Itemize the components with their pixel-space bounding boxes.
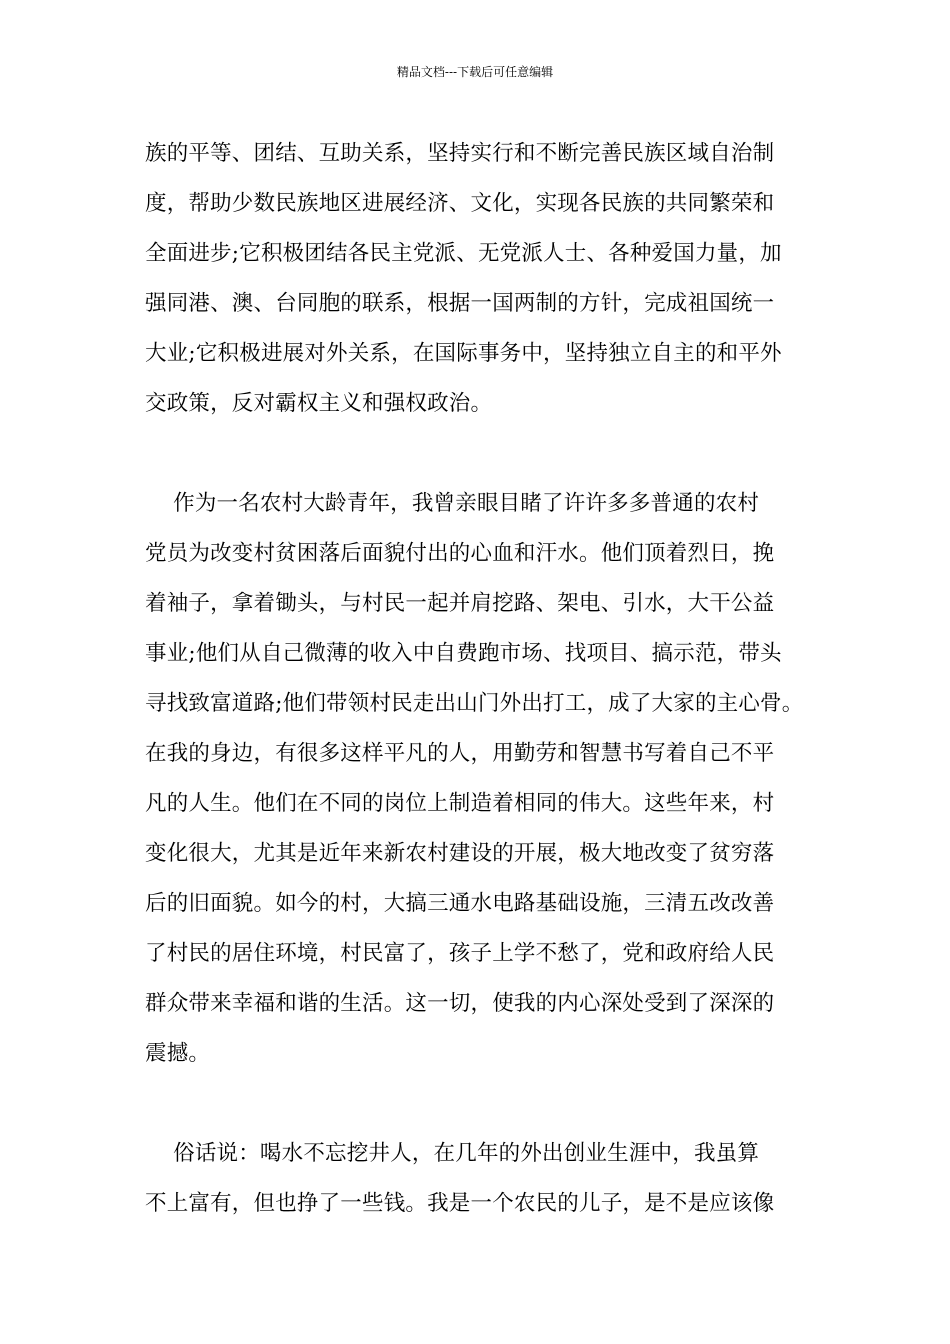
text-line: 在我的身边，有很多这样平凡的人，用勤劳和智慧书写着自己不平 — [145, 741, 775, 766]
paragraph — [145, 129, 835, 429]
text-line: 全面进步;它积极团结各民主党派、无党派人士、各种爱国力量，加 — [145, 241, 782, 266]
paragraph — [145, 1129, 835, 1229]
text-line: 族的平等、团结、互助关系，坚持实行和不断完善民族区域自治制 — [145, 141, 775, 166]
text-line: 俗话说：喝水不忘挖井人，在几年的外出创业生涯中，我虽算 — [145, 1141, 760, 1166]
text-line: 事业;他们从自己微薄的收入中自费跑市场、找项目、搞示范，带头 — [145, 641, 782, 666]
text-line: 强同港、澳、台同胞的联系，根据一国两制的方针，完成祖国统一 — [145, 291, 775, 316]
text-line: 后的旧面貌。如今的村，大搞三通水电路基础设施，三清五改改善 — [145, 891, 775, 916]
text-line: 寻找致富道路;他们带领村民走出山门外出打工，成了大家的主心骨。 — [145, 691, 804, 716]
paragraph-spacer — [145, 429, 835, 479]
text-line: 大业;它积极进展对外关系，在国际事务中，坚持独立自主的和平外 — [145, 341, 782, 366]
text-line: 交政策，反对霸权主义和强权政治。 — [145, 391, 493, 416]
page-header: 精品文档---下载后可任意编辑 — [396, 65, 554, 79]
paragraph — [145, 479, 835, 1079]
text-line: 度，帮助少数民族地区进展经济、文化，实现各民族的共同繁荣和 — [145, 191, 775, 216]
text-line: 不上富有，但也挣了一些钱。我是一个农民的儿子，是不是应该像 — [145, 1191, 775, 1216]
text-line: 变化很大，尤其是近年来新农村建设的开展，极大地改变了贫穷落 — [145, 841, 775, 866]
paragraph-spacer — [145, 1079, 835, 1129]
text-line: 了村民的居住环境，村民富了，孩子上学不愁了，党和政府给人民 — [145, 941, 775, 966]
text-line: 震撼。 — [145, 1041, 211, 1066]
text-line: 作为一名农村大龄青年，我曾亲眼目睹了许许多多普通的农村 — [145, 491, 760, 516]
text-line: 群众带来幸福和谐的生活。这一切，使我的内心深处受到了深深的 — [145, 991, 775, 1016]
document-body — [145, 129, 835, 1229]
text-line: 着袖子，拿着锄头，与村民一起并肩挖路、架电、引水，大干公益 — [145, 591, 775, 616]
text-line: 党员为改变村贫困落后面貌付出的心血和汗水。他们顶着烈日，挽 — [145, 541, 775, 566]
text-line: 凡的人生。他们在不同的岗位上制造着相同的伟大。这些年来，村 — [145, 791, 775, 816]
